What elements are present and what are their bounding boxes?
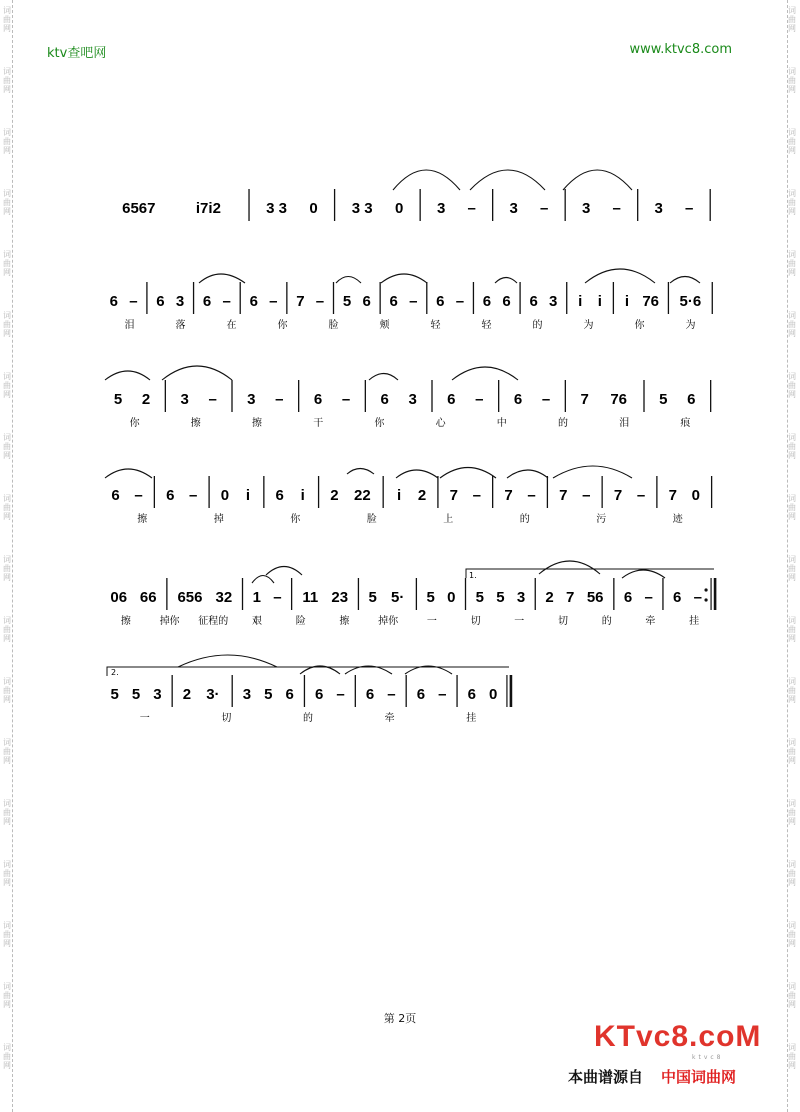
lyric: 为 <box>685 320 696 331</box>
note: 76 <box>642 293 660 310</box>
logo-subtext: ktvc8 <box>692 1054 724 1061</box>
note: 3 <box>516 589 526 606</box>
lyric: 挂 <box>466 713 477 724</box>
note: 6 <box>109 293 118 310</box>
watermark-glyphs: 词 曲 网 <box>788 799 796 826</box>
lyric: 上 <box>443 514 454 525</box>
note: – <box>472 487 481 504</box>
watermark-glyphs: 词 曲 网 <box>788 738 796 765</box>
watermark-glyphs: 词 曲 网 <box>788 372 796 399</box>
note: 76 <box>610 391 628 408</box>
note: i7i2 <box>195 200 221 217</box>
watermark-glyphs: 词 曲 网 <box>3 921 11 948</box>
lyric: 心 <box>435 418 446 429</box>
note: i <box>300 487 305 504</box>
note: 0 <box>309 200 318 217</box>
watermark-glyphs: 词 曲 网 <box>788 433 796 460</box>
watermark-glyphs: 词 曲 网 <box>788 494 796 521</box>
note: – <box>527 487 536 504</box>
watermark-glyphs: 词 曲 网 <box>788 128 796 155</box>
site-name: ktv查吧网 <box>47 46 107 61</box>
note: i <box>597 293 602 310</box>
lyric: 一 <box>426 616 437 627</box>
note: – <box>409 293 418 310</box>
watermark-glyphs: 词 曲 网 <box>788 921 796 948</box>
note: 0 <box>394 200 404 217</box>
note: 7 <box>559 487 568 504</box>
lyric: 在 <box>226 320 237 331</box>
note: – <box>315 293 325 310</box>
note: 1 <box>252 589 261 606</box>
note: – <box>455 293 465 310</box>
lyric: 你 <box>290 514 301 525</box>
note: 6 <box>202 293 212 310</box>
note: – <box>684 200 694 217</box>
note: i <box>245 487 251 504</box>
lyric: 一 <box>139 713 150 724</box>
watermark-glyphs: 词 曲 网 <box>3 433 11 460</box>
note: 5 <box>659 391 668 408</box>
note: 5 <box>426 589 435 606</box>
note: – <box>222 293 231 310</box>
watermark-glyphs: 词 曲 网 <box>3 67 11 94</box>
note: 5 <box>110 686 119 703</box>
note: 3 3 <box>266 200 288 217</box>
lyric: 的 <box>558 418 568 429</box>
note: 5 <box>475 589 484 606</box>
note: 5 <box>131 686 141 703</box>
lyric: 一 <box>514 616 525 627</box>
lyric: 牵 <box>645 616 656 627</box>
lyric: 征程的 <box>198 616 229 627</box>
note: 6 <box>673 589 682 606</box>
lyric: 为 <box>583 320 594 331</box>
note: 7 <box>613 487 623 504</box>
note: 7 <box>449 487 458 504</box>
watermark-glyphs: 词 曲 网 <box>3 189 11 216</box>
lyric: 掉你 <box>159 616 180 627</box>
note: 2 <box>417 487 427 504</box>
note: 6 <box>389 293 398 310</box>
source-label: 本曲谱源自 <box>568 1068 644 1086</box>
note: 5 <box>113 391 123 408</box>
note: 3 <box>180 391 189 408</box>
watermark-glyphs: 词 曲 网 <box>3 677 11 704</box>
watermark-glyphs: 词 曲 网 <box>788 1043 796 1070</box>
note: 6 <box>502 293 511 310</box>
note: 56 <box>586 589 604 606</box>
note: 2 <box>182 686 192 703</box>
note: 5· <box>391 589 405 606</box>
watermark-glyphs: 词 曲 网 <box>3 555 11 582</box>
note: 7 <box>504 487 513 504</box>
watermark-glyphs: 词 曲 网 <box>3 799 11 826</box>
note: 66 <box>139 589 157 606</box>
lyric: 险 <box>295 616 306 627</box>
watermark-glyphs: 词 曲 网 <box>788 860 796 887</box>
note: 3 <box>242 686 252 703</box>
note: 3 <box>153 686 162 703</box>
lyric: 迹 <box>672 514 683 525</box>
note: – <box>387 686 396 703</box>
lyric: 艰 <box>252 616 262 627</box>
volta-1-label: 1. <box>469 571 477 580</box>
note: 6 <box>156 293 165 310</box>
note: – <box>644 589 653 606</box>
note: 6 <box>362 293 371 310</box>
note: – <box>539 200 549 217</box>
note: 3 <box>654 200 663 217</box>
note: 2 <box>141 391 151 408</box>
note: – <box>273 589 282 606</box>
note: i <box>396 487 402 504</box>
note: i <box>578 293 583 310</box>
note: – <box>582 487 591 504</box>
watermark-glyphs: 词 曲 网 <box>788 6 796 33</box>
note: 6 <box>315 686 324 703</box>
note: i <box>624 293 629 310</box>
note: – <box>612 200 621 217</box>
note: – <box>208 391 217 408</box>
lyric: 脸 <box>366 514 377 525</box>
lyric: 擦 <box>120 616 131 627</box>
note: 3· <box>206 686 220 703</box>
lyric: 牵 <box>384 713 395 724</box>
lyric: 擦 <box>137 514 148 525</box>
lyric: 泪 <box>619 418 630 429</box>
note: – <box>275 391 284 408</box>
note: 22 <box>354 487 371 504</box>
note: – <box>341 391 351 408</box>
watermark-glyphs: 词 曲 网 <box>788 616 796 643</box>
note: 7 <box>580 391 589 408</box>
lyric: 的 <box>532 320 543 331</box>
watermark-glyphs: 词 曲 网 <box>788 189 796 216</box>
lyric: 切 <box>221 713 232 724</box>
note: 3 <box>509 200 518 217</box>
ktvc8-logo: KTvc8.coM <box>594 1020 762 1053</box>
note: 3 <box>549 293 558 310</box>
lyric: 轻 <box>481 320 492 331</box>
lyric: 擦 <box>339 616 350 627</box>
volta-2-label: 2. <box>111 668 119 677</box>
note: 3 <box>437 200 446 217</box>
note: 6 <box>416 686 426 703</box>
note: 3 <box>408 391 417 408</box>
note: 7 <box>296 293 305 310</box>
lyric: 你 <box>277 320 288 331</box>
note: 5 <box>342 293 352 310</box>
note: 0 <box>691 487 700 504</box>
lyric: 挂 <box>689 616 700 627</box>
lyric: 切 <box>558 616 568 627</box>
repeat-dot <box>704 588 707 591</box>
note: 6 <box>380 391 389 408</box>
lyric: 擦 <box>190 418 201 429</box>
lyric: 掉你 <box>378 616 399 627</box>
note: 0 <box>220 487 230 504</box>
lyric: 干 <box>313 418 324 429</box>
watermark-glyphs: 词 曲 网 <box>788 555 796 582</box>
note: – <box>438 686 447 703</box>
note: 06 <box>110 589 128 606</box>
note: – <box>269 293 278 310</box>
note: 6 <box>467 686 476 703</box>
note: 23 <box>331 589 349 606</box>
note: 6567 <box>122 200 156 217</box>
note: 6 <box>623 589 633 606</box>
lyric: 轻 <box>430 320 441 331</box>
note: 6 <box>447 391 456 408</box>
note: 2 <box>545 589 554 606</box>
note: 6 <box>111 487 120 504</box>
watermark-glyphs: 词 曲 网 <box>3 6 11 33</box>
note: 6 <box>249 293 258 310</box>
lyric: 你 <box>129 418 140 429</box>
watermark-glyphs: 词 曲 网 <box>788 311 796 338</box>
lyric: 你 <box>374 418 385 429</box>
lyric: 的 <box>601 616 612 627</box>
lyric: 的 <box>303 713 313 724</box>
note: 11 <box>302 589 319 606</box>
note: 6 <box>275 487 284 504</box>
lyric: 痕 <box>680 418 691 429</box>
source-attribution <box>568 1066 736 1087</box>
note: 5 <box>368 589 377 606</box>
lyric: 的 <box>519 514 530 525</box>
lyric: 中 <box>496 418 507 429</box>
watermark-glyphs: 词 曲 网 <box>3 128 11 155</box>
lyric: 掉 <box>213 514 224 525</box>
note: 7 <box>565 589 575 606</box>
page-number: 第 2页 <box>383 1012 417 1025</box>
note: 32 <box>215 589 233 606</box>
repeat-dot <box>704 598 707 601</box>
watermark-glyphs: 词 曲 网 <box>3 616 11 643</box>
note: 6 <box>529 293 538 310</box>
note: 5 <box>264 686 273 703</box>
note: – <box>636 487 646 504</box>
note: 656 <box>177 589 203 606</box>
watermark-glyphs: 词 曲 网 <box>788 67 796 94</box>
watermark-glyphs: 词 曲 网 <box>3 250 11 277</box>
lyric: 切 <box>470 616 481 627</box>
note: 3 <box>247 391 256 408</box>
note: 0 <box>489 686 498 703</box>
site-url[interactable]: www.ktvc8.com <box>629 42 732 57</box>
note: – <box>467 200 476 217</box>
note: 6 <box>436 293 445 310</box>
note: 6 <box>365 686 375 703</box>
note: 7 <box>668 487 677 504</box>
note: 5 <box>496 589 505 606</box>
watermark-glyphs: 词 曲 网 <box>788 677 796 704</box>
watermark-glyphs: 词 曲 网 <box>3 372 11 399</box>
watermark-glyphs: 词 曲 网 <box>3 1043 11 1070</box>
watermark-glyphs: 词 曲 网 <box>3 860 11 887</box>
watermark-glyphs: 词 曲 网 <box>3 982 11 1009</box>
note: 6 <box>513 391 523 408</box>
lyric: 你 <box>634 320 645 331</box>
note: 3 <box>582 200 591 217</box>
watermark-glyphs: 词 曲 网 <box>3 494 11 521</box>
note: 6 <box>313 391 323 408</box>
watermark-glyphs: 词 曲 网 <box>3 311 11 338</box>
lyric: 落 <box>175 320 186 331</box>
note: – <box>129 293 138 310</box>
lyric: 污 <box>596 514 607 525</box>
note: 6 <box>687 391 696 408</box>
note: – <box>693 589 702 606</box>
note: – <box>336 686 345 703</box>
note: – <box>134 487 143 504</box>
note: 6 <box>482 293 492 310</box>
lyric: 颊 <box>379 320 390 331</box>
note: 3 <box>175 293 185 310</box>
watermark-glyphs: 词 曲 网 <box>788 250 796 277</box>
note: 3 3 <box>351 200 373 217</box>
note: 5·6 <box>679 293 702 310</box>
watermark-glyphs: 词 曲 网 <box>788 982 796 1009</box>
note: – <box>475 391 484 408</box>
note: – <box>541 391 551 408</box>
note: 0 <box>447 589 456 606</box>
lyric: 脸 <box>328 320 339 331</box>
note: – <box>189 487 198 504</box>
lyric: 泪 <box>124 320 135 331</box>
note: 6 <box>166 487 175 504</box>
watermark-glyphs: 词 曲 网 <box>3 738 11 765</box>
note: 6 <box>285 686 294 703</box>
note: 2 <box>330 487 339 504</box>
lyric: 擦 <box>252 418 262 429</box>
source-site[interactable]: 中国词曲网 <box>661 1068 737 1086</box>
